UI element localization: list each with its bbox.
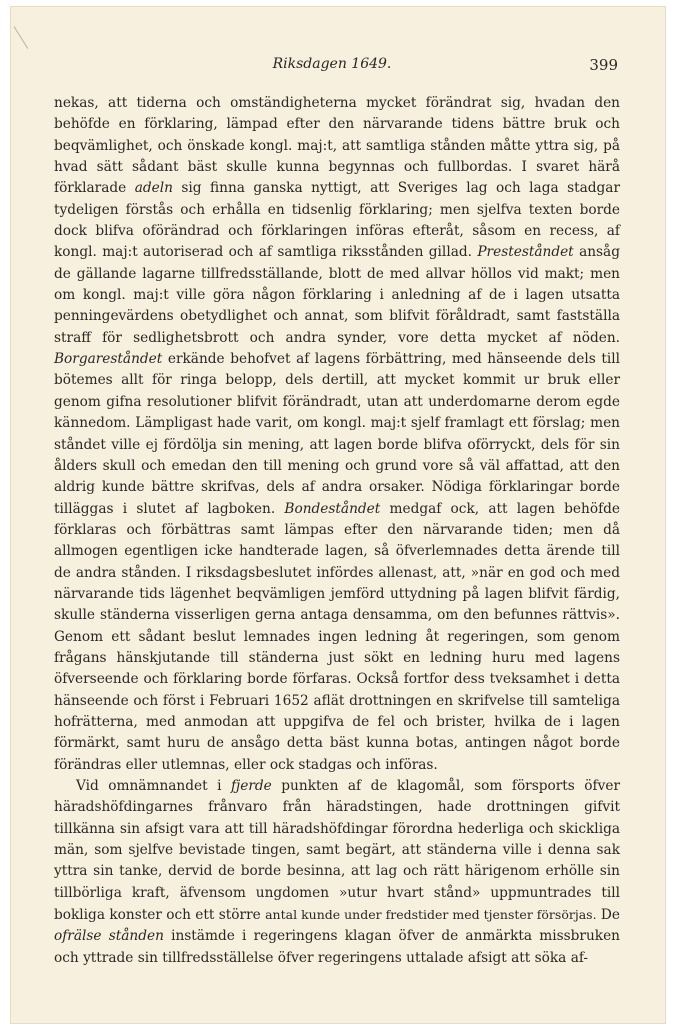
italic-term-adeln: adeln (134, 180, 173, 197)
text-run: medgaf ock, att lagen behöfde förklaras och förbättras samt lämpas efter den närvarande tiden; men då allmogen egentligen icke handterade lagen, så öfverlemnades detta ärende till de andra stånden. I riksdagsbeslutet infördes allenast, att, »när en god och med närvarande tids lägenhet beqvämligen jemförd uttydning på lagen blifvit färdig, skulle ständerna visserligen gerna antaga densamma, om den befunnes rättvis». Genom ett sådant beslut lemnades ingen ledning åt regeringen, som genom frågans hänskjutande till ständerna just sökt en ledning huru med lagens öfverseende och förklaring borde förfaras. Också fortfor dess tveksamhet i detta hänseende och först i Februari 1652 aflät drottningen en skrifvelse till samteliga hofrätterna, med anmodan att uppgifva de fel och brister, hvilka de i lagen förmärkt, samt huru de ansågo detta bäst kunna botas, antingen något borde förändras eller utlemnas, eller ock stadgas och införas. (54, 500, 620, 773)
italic-term-ofralse: ofrälse stånden (54, 928, 164, 945)
page-number: 399 (589, 56, 618, 74)
italic-term-bondestandet: Bondeståndet (284, 500, 381, 517)
text-run: De (600, 907, 620, 924)
italic-term-fjerde: fjerde (230, 778, 272, 794)
book-page (10, 6, 666, 1024)
text-run: sig finna ganska nyttigt, att Sveriges lag och laga stadgar tydeligen förstås och erhålla en tidsenlig förklaring; men sjelfva texten borde dock blifva oförändrad och förklaringen införas efteråt, såsom en recess, af kongl. maj:t autoriserad och af samtliga riksstånden gillad. (54, 180, 620, 261)
text-run: Vid omnämnandet i (76, 778, 222, 794)
text-run: ansåg de gällande lagarne tillfredsställande, blott de med allvar höllos vid makt; men om kongl. maj:t ville göra någon förklaring i anledning af de i lagen utsatta penningevärdens obetydlighet och annat, som blifvit föråldradt, samt fastställa straff för sedlighetsbrott och andra synder, vore detta mycket af nöden. (54, 244, 620, 346)
paper-fold-mark (14, 26, 29, 49)
italic-term-prestestandet: Presteståndet (477, 244, 574, 261)
text-run-small: antal kunde under fredstider med tjenster försörjas. (265, 907, 597, 923)
body-text (54, 93, 620, 969)
italic-term-borgarestandet: Borgareståndet (54, 351, 163, 368)
text-run: nekas, att tiderna och omständigheterna mycket förändrat sig, hvadan den behöfde en förklaring, lämpad efter den närvarande tidens bättre bruk och beqvämlighet, och önskade kongl. maj:t, att samtliga stånden måtte yttra sig, på hvad sätt sådant bäst skulle kunna begynnas och fullbordas. I svaret härå förklarade (54, 95, 620, 197)
text-run: punkten af de klagomål, som försports öfver häradshöfdingarnes frånvaro från häradstingen, hade drottningen gifvit tillkänna sin afsigt vara att till häradshöfdingar förordna hederliga och skickliga män, som sjelfve bevistade tingen, samt begärt, att ständerna ville i denna sak yttra sin tanke, dervid de borde besinna, att lag och rätt härigenom erhölle sin tillbörliga kraft, äfvensom ungdomen »utur hvart stånd» uppmuntrades till bokliga konster och ett större (54, 778, 620, 924)
text-run: erkände behofvet af lagens förbättring, med hänseende dels till bötemes allt för ringa belopp, dels dertill, att mycket kommit ur bruk eller genom gifna resolutioner blifvit förändradt, utan att underdomarne derom egde kännedom. Lämpligast hade varit, om kongl. maj:t sjelf framlagt ett förslag; men ståndet ville ej fördölja sin mening, att lagen borde blifva oförryckt, dels för sin ålders skull och emedan den till mening och grund vore så väl affattad, att den aldrig kunde bättre skrifvas, dels af andra orsaker. Nödiga förklaringar borde tilläggas i slutet af lagboken. (54, 351, 620, 517)
paragraph-2 (54, 776, 620, 969)
text-run: instämde i regeringens klagan öfver de anmärkta missbruken och yttrade sin tillfredsställelse öfver regeringens uttalade afsigt att söka af- (54, 928, 620, 966)
running-title: Riksdagen 1649. (272, 56, 392, 72)
paragraph-1 (54, 93, 620, 776)
